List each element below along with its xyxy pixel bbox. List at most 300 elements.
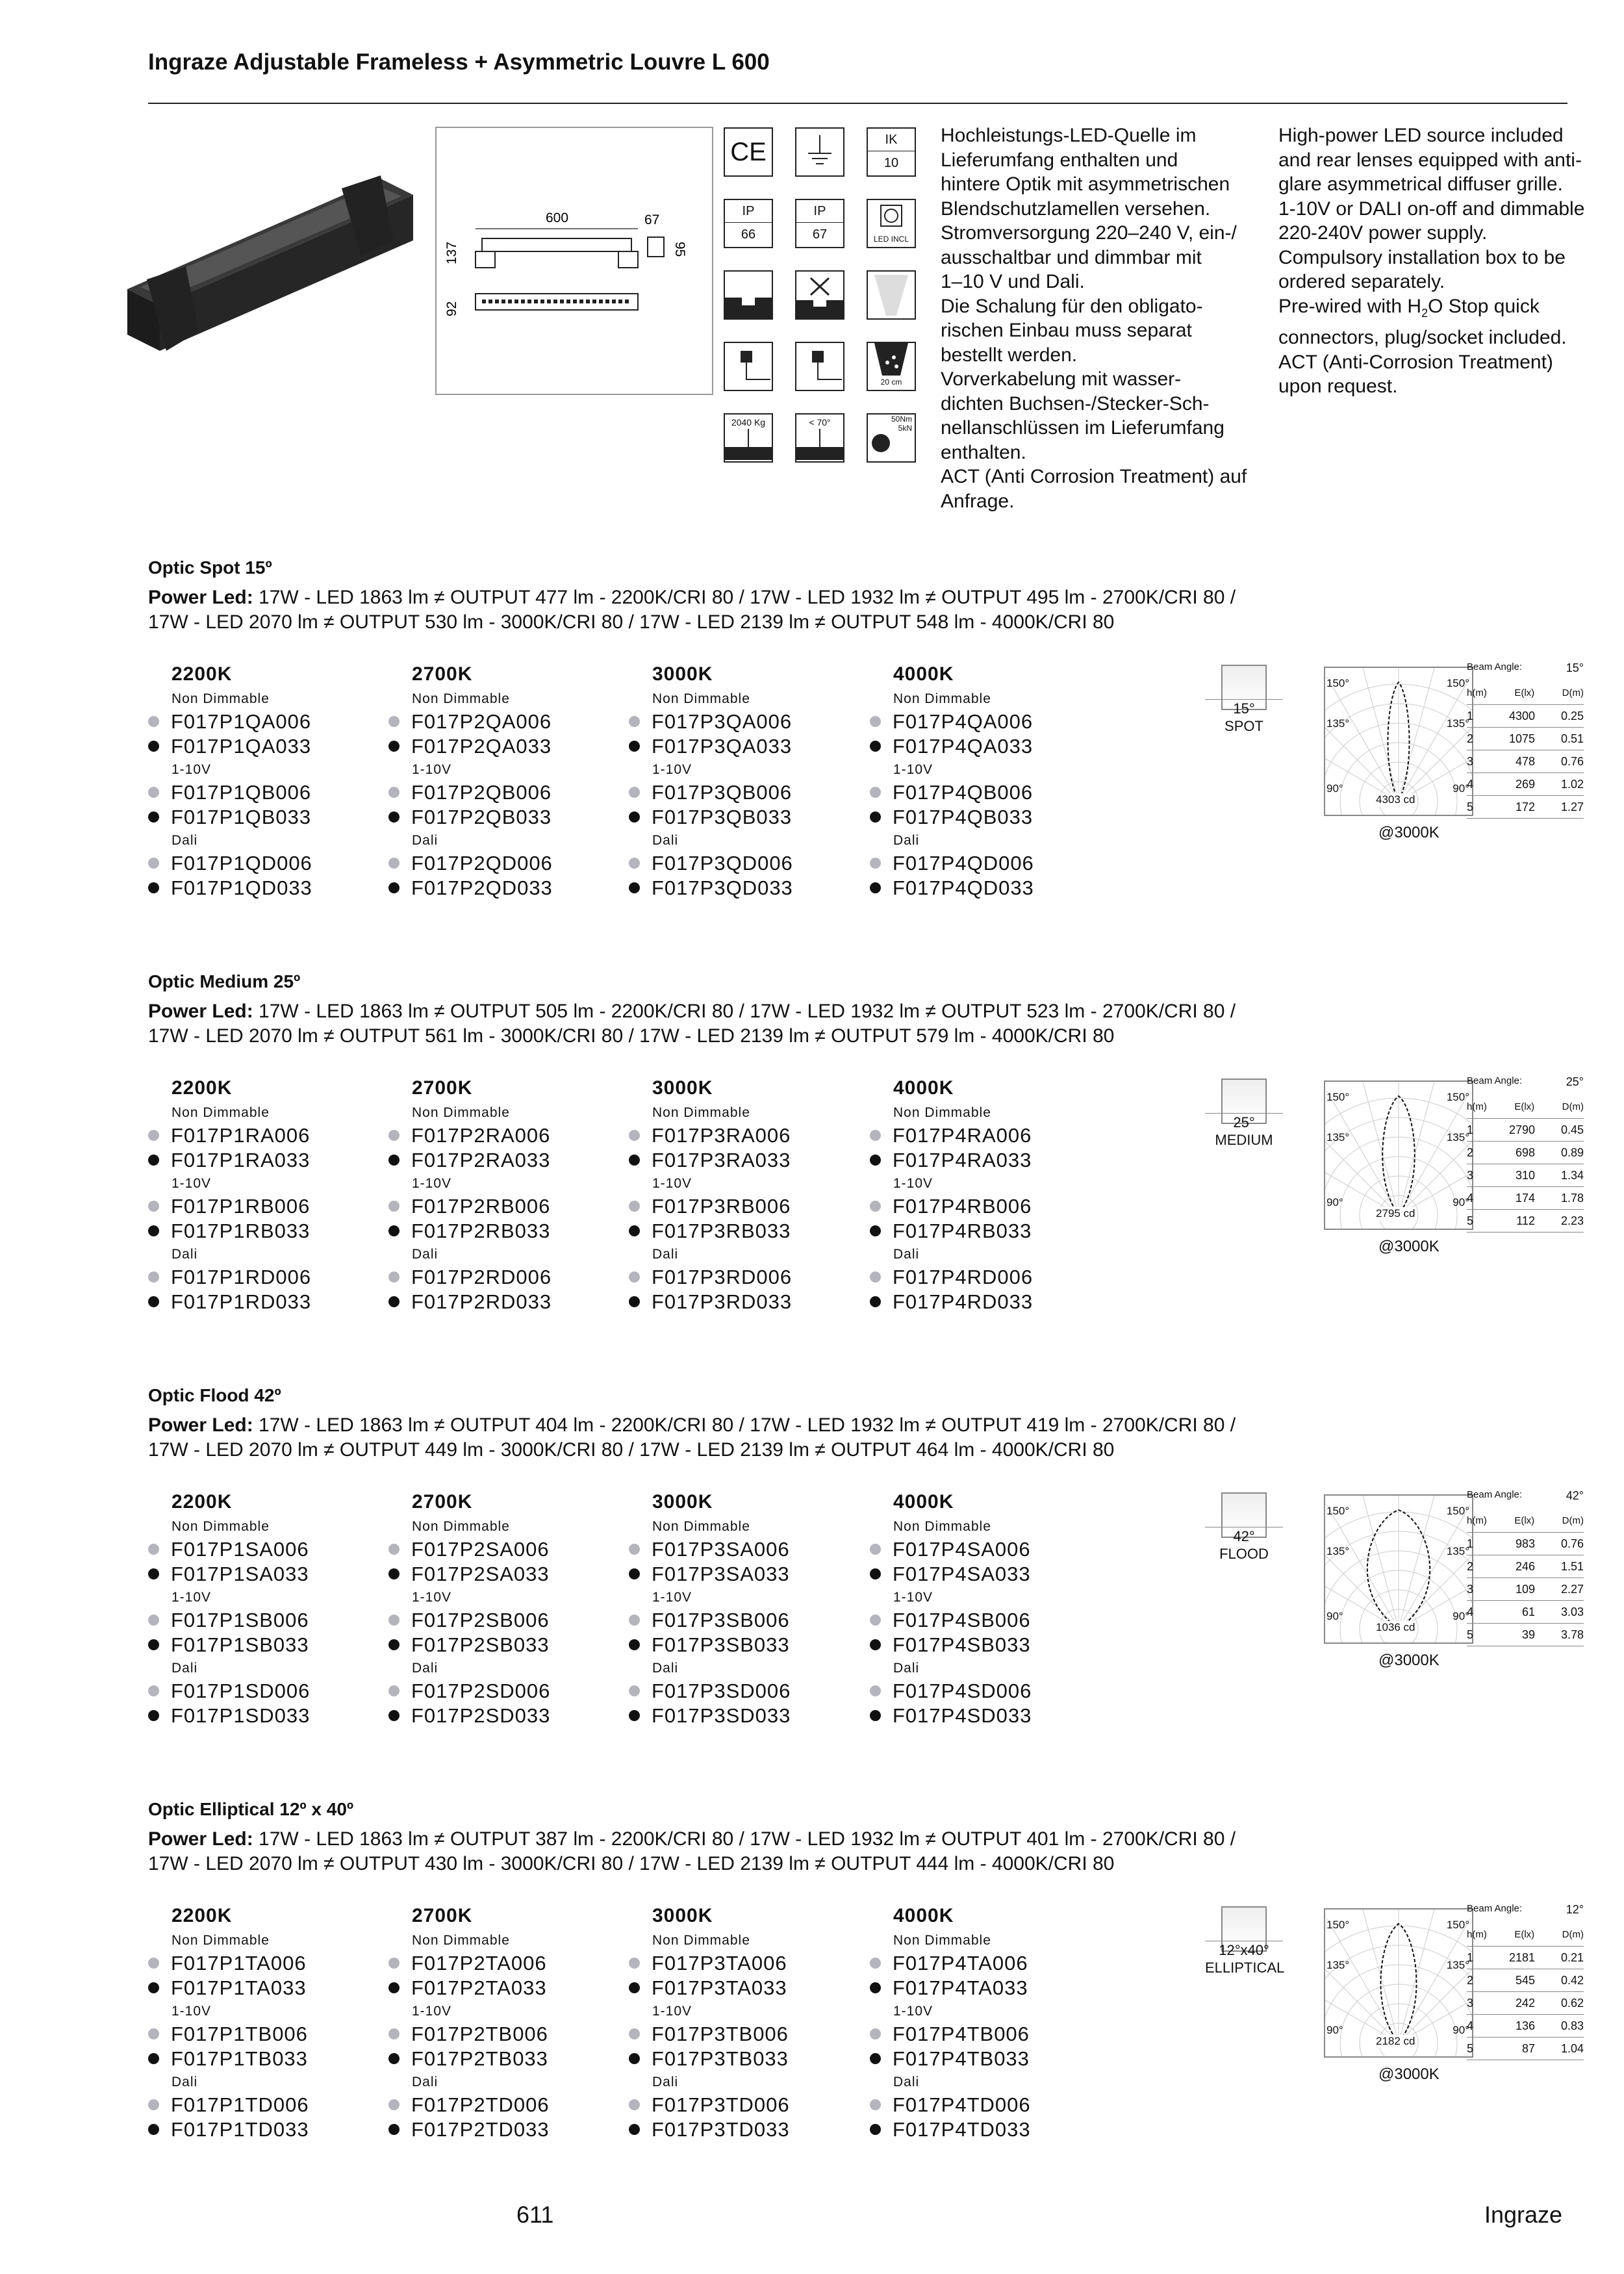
product-code-row (870, 1704, 1104, 1728)
cell-h: 1 (1467, 1123, 1474, 1136)
dimming-type-label: 1-10V (652, 1176, 692, 1191)
black-finish-dot (388, 811, 400, 823)
cell-d: 2.23 (1560, 1214, 1584, 1227)
cell-e: 478 (1515, 755, 1535, 768)
product-code: F017P1TD033 (171, 2118, 309, 2141)
cell-h: 5 (1467, 1214, 1474, 1227)
color-temp-label: 2700K (412, 1077, 473, 1099)
grey-finish-dot (870, 1685, 881, 1696)
dimming-type-label: Dali (171, 833, 198, 848)
product-code: F017P1QB033 (171, 806, 312, 828)
grey-finish-dot (388, 1201, 400, 1212)
optic-degree: 12°x40° (1205, 1941, 1283, 1960)
product-code: F017P3QD033 (652, 876, 793, 899)
ik-rating-icon: IK 10 (867, 127, 916, 177)
product-code-row (870, 1976, 1104, 2000)
black-finish-dot (629, 882, 640, 893)
grey-finish-dot (629, 716, 640, 727)
black-finish-dot (629, 741, 640, 752)
beam-table-header (1467, 1924, 1584, 1947)
polar-diagram (1324, 1908, 1473, 2058)
dimming-type-label: Non Dimmable (652, 1933, 750, 1948)
beam-angle-table (1467, 1075, 1584, 1233)
dimming-type-label: Non Dimmable (412, 1933, 510, 1948)
angle-label-135-right: 135° (1446, 1959, 1469, 1971)
beam-table-row (1467, 796, 1584, 819)
product-code-row (388, 2047, 622, 2071)
dimming-type-label: Dali (412, 1661, 438, 1676)
product-code-row (148, 1194, 382, 1219)
color-temp-label: 3000K (652, 663, 713, 685)
grey-finish-dot (148, 858, 159, 869)
cell-h: 3 (1467, 1997, 1474, 2010)
dim-95: 95 (672, 242, 687, 257)
product-code: F017P2QA006 (411, 710, 552, 733)
product-code-row (629, 1290, 863, 1314)
product-code-row (388, 2117, 622, 2142)
cell-h: 3 (1467, 1169, 1474, 1182)
product-code-row (148, 1679, 382, 1704)
product-code: F017P3TA033 (652, 1976, 787, 1999)
black-finish-dot (148, 1710, 159, 1721)
optic-name: SPOT (1224, 718, 1263, 734)
black-finish-dot (870, 1155, 881, 1166)
product-code: F017P3QA006 (652, 710, 793, 733)
cell-d: 0.21 (1560, 1951, 1584, 1964)
product-code-row (870, 1265, 1104, 1290)
beam-table-row (1467, 1164, 1584, 1187)
black-finish-dot (148, 811, 159, 823)
grey-finish-dot (148, 2099, 159, 2110)
product-code: F017P3RA033 (652, 1149, 791, 1171)
cell-h: 4 (1467, 2019, 1474, 2032)
footer-brand: Ingraze (1484, 2201, 1563, 2228)
beam-table-header (1467, 1096, 1584, 1119)
optic-name: MEDIUM (1215, 1132, 1273, 1148)
color-temp-label: 2200K (171, 663, 233, 685)
cell-e: 246 (1515, 1560, 1535, 1573)
cell-e: 174 (1515, 1192, 1535, 1205)
dimming-type-label: 1-10V (652, 1590, 692, 1605)
product-code: F017P2QD006 (411, 852, 553, 875)
beam-angle-label: Beam Angle: (1467, 1489, 1523, 1500)
cell-h: 4 (1467, 778, 1474, 791)
dimming-type-label: Dali (171, 2075, 198, 2089)
product-code: F017P1RA006 (171, 1124, 311, 1147)
cell-d: 3.03 (1560, 1605, 1584, 1618)
dimming-type-label: Dali (412, 833, 438, 848)
beam-table-row (1467, 1210, 1584, 1233)
product-code-row (870, 1951, 1104, 1976)
cell-h: 2 (1467, 1974, 1474, 1987)
recessed-icon (724, 270, 773, 320)
black-finish-dot (148, 741, 159, 752)
ce-mark-icon: CE (724, 127, 773, 177)
product-code-row (629, 1194, 863, 1219)
product-code: F017P1TA033 (171, 1976, 307, 1999)
grey-finish-dot (870, 1615, 881, 1626)
beam-angle-header (1467, 661, 1584, 682)
product-code-row (629, 1219, 863, 1244)
grey-finish-dot (148, 716, 159, 727)
page-title: Ingraze Adjustable Frameless + Asymmetric Louvre L 600 (148, 49, 770, 75)
angle-label-90-right: 90° (1453, 1610, 1469, 1622)
power-led-values-2: 17W - LED 2070 lm ≠ OUTPUT 561 lm - 3000K/CRI 80 / 17W - LED 2139 lm ≠ OUTPUT 579 lm - 4000K/CRI 80 (148, 1025, 1115, 1047)
torque-icon: 50Nm 5kN (867, 413, 916, 463)
grey-finish-dot (870, 716, 881, 727)
dimming-type-label: Dali (893, 2075, 920, 2089)
product-code-row (870, 876, 1104, 901)
section-title: Optic Flood 42º (148, 1385, 281, 1405)
black-finish-dot (388, 1639, 400, 1650)
product-code-row (629, 780, 863, 805)
angle-label-150-right: 150° (1446, 677, 1469, 689)
cell-d: 0.89 (1560, 1146, 1584, 1159)
black-finish-dot (148, 2053, 159, 2064)
product-code-row (388, 876, 622, 901)
product-code: F017P4SD033 (893, 1704, 1032, 1727)
ip67-icon: IP 67 (795, 199, 844, 248)
product-code-row (148, 1290, 382, 1314)
peak-intensity: 4303 cd (1376, 793, 1415, 806)
product-code-row (388, 2093, 622, 2117)
product-code: F017P4TB006 (893, 2023, 1030, 2045)
product-code: F017P4QB006 (893, 781, 1034, 804)
product-code-row (388, 2022, 622, 2047)
power-led-values-2: 17W - LED 2070 lm ≠ OUTPUT 430 lm - 3000K/CRI 80 / 17W - LED 2139 lm ≠ OUTPUT 444 lm - 4000K/CRI 80 (148, 1853, 1115, 1874)
product-code-row (870, 805, 1104, 830)
grey-finish-dot (629, 2099, 640, 2110)
product-code: F017P1QB006 (171, 781, 312, 804)
product-code: F017P2SD033 (411, 1704, 551, 1727)
grey-finish-dot (870, 858, 881, 869)
product-code: F017P2TB006 (411, 2023, 548, 2045)
peak-intensity: 2795 cd (1376, 1207, 1415, 1220)
product-code: F017P3TA006 (652, 1952, 787, 1974)
product-code: F017P3RB033 (652, 1220, 791, 1242)
color-temp-label: 2200K (171, 1077, 233, 1099)
black-finish-dot (870, 1639, 881, 1650)
product-code: F017P3QD006 (652, 852, 793, 875)
cell-e: 2790 (1508, 1123, 1535, 1136)
grey-finish-dot (388, 2028, 400, 2039)
cell-d: 0.76 (1560, 1537, 1584, 1550)
power-led-label: Power Led: (148, 1828, 253, 1850)
polar-diagram (1324, 1080, 1473, 1230)
color-temp-label: 2200K (171, 1491, 233, 1513)
col-d: D(m) (1562, 1929, 1584, 1940)
dimming-type-label: Dali (412, 1247, 438, 1262)
color-temp-column (148, 663, 382, 901)
angle-label-135-left: 135° (1326, 1545, 1350, 1557)
cell-h: 2 (1467, 1560, 1474, 1573)
dimming-type-label: 1-10V (893, 762, 933, 777)
product-code: F017P3TB006 (652, 2023, 789, 2045)
product-code: F017P4SA033 (893, 1563, 1031, 1585)
optic-degree: 15° (1205, 699, 1283, 718)
product-code: F017P4TA033 (893, 1976, 1028, 1999)
dimming-type-label: Non Dimmable (893, 1105, 991, 1120)
power-led-label: Power Led: (148, 1001, 253, 1022)
cell-e: 310 (1515, 1169, 1535, 1182)
power-led-values-2: 17W - LED 2070 lm ≠ OUTPUT 530 lm - 3000K/CRI 80 / 17W - LED 2139 lm ≠ OUTPUT 548 lm - 4000K/CRI 80 (148, 611, 1115, 633)
col-e: E(lx) (1514, 1101, 1535, 1112)
product-code: F017P2RA006 (411, 1124, 551, 1147)
dimming-type-label: Dali (893, 833, 920, 848)
cell-d: 0.62 (1560, 1997, 1584, 2010)
color-temp-label: 4000K (893, 1491, 954, 1513)
dimming-type-label: Non Dimmable (652, 1519, 750, 1534)
beam-table-header (1467, 1510, 1584, 1533)
cell-d: 1.02 (1560, 778, 1584, 791)
peak-intensity: 1036 cd (1376, 1621, 1415, 1633)
product-code: F017P3QA033 (652, 735, 793, 758)
dimming-type-label: Dali (652, 833, 679, 848)
dimming-type-label: 1-10V (412, 2004, 452, 2019)
black-finish-dot (870, 811, 881, 823)
dimming-type-label: Dali (412, 2075, 438, 2089)
product-code-row (629, 1265, 863, 1290)
product-code-row (870, 2022, 1104, 2047)
cell-e: 983 (1515, 1537, 1535, 1550)
dimming-type-label: Non Dimmable (652, 691, 750, 706)
product-code: F017P4TD033 (893, 2118, 1031, 2141)
product-code: F017P1TA006 (171, 1952, 307, 1974)
beam-angle-value: 42° (1566, 1489, 1584, 1502)
cell-e: 4300 (1508, 709, 1535, 722)
color-temp-label: 2700K (412, 1905, 473, 1926)
grey-finish-dot (388, 1615, 400, 1626)
dimming-type-label: Dali (652, 1661, 679, 1676)
grey-finish-dot (148, 1130, 159, 1141)
product-code-row (148, 2093, 382, 2117)
product-code: F017P3SA006 (652, 1538, 790, 1561)
beam-angle-table (1467, 1489, 1584, 1646)
cable-icon-2 (795, 342, 844, 391)
grey-finish-dot (388, 858, 400, 869)
product-code: F017P3SD006 (652, 1680, 791, 1702)
black-finish-dot (629, 2053, 640, 2064)
dim-137: 137 (444, 241, 459, 264)
product-code-row (870, 2047, 1104, 2071)
product-code: F017P4TB033 (893, 2047, 1030, 2070)
angle-label-150-left: 150° (1326, 1505, 1350, 1517)
product-code-row (388, 1704, 622, 1728)
product-code: F017P2TA006 (411, 1952, 547, 1974)
product-code-row (148, 1951, 382, 1976)
grey-finish-dot (148, 1544, 159, 1555)
beam-table-row (1467, 728, 1584, 750)
product-code-row (388, 709, 622, 734)
dimming-type-label: 1-10V (412, 1176, 452, 1191)
cell-d: 1.78 (1560, 1192, 1584, 1205)
dimming-type-label: 1-10V (171, 2004, 212, 2019)
product-code-row (870, 709, 1104, 734)
beam-table-row (1467, 1555, 1584, 1578)
grey-finish-dot (870, 1130, 881, 1141)
beam-table-row (1467, 2015, 1584, 2038)
beam-angle-header (1467, 1489, 1584, 1510)
product-code-row (629, 1951, 863, 1976)
ip66-icon: IP 66 (724, 199, 773, 248)
product-code-row (629, 709, 863, 734)
cell-e: 87 (1521, 2042, 1535, 2055)
grey-finish-dot (388, 1130, 400, 1141)
measurement-temp: @3000K (1378, 1238, 1440, 1255)
product-code-row (148, 1123, 382, 1148)
dim-67: 67 (644, 212, 660, 227)
black-finish-dot (148, 1982, 159, 1993)
product-code: F017P1QA033 (171, 735, 312, 758)
product-code-row (629, 2022, 863, 2047)
section-title: Optic Elliptical 12º x 40º (148, 1799, 354, 1819)
dimming-type-label: 1-10V (171, 762, 212, 777)
no-cover-icon (795, 270, 844, 320)
black-finish-dot (870, 1568, 881, 1579)
cell-h: 1 (1467, 1537, 1474, 1550)
product-code: F017P4RD006 (893, 1266, 1034, 1288)
product-code-row (870, 851, 1104, 876)
angle-label-90-right: 90° (1453, 782, 1469, 795)
product-code-row (629, 1976, 863, 2000)
section-title: Optic Medium 25º (148, 971, 301, 991)
black-finish-dot (870, 2124, 881, 2135)
dim-600: 600 (546, 211, 569, 225)
cable-icon (724, 342, 773, 391)
product-code: F017P3TD006 (652, 2093, 790, 2116)
product-code: F017P1QD033 (171, 876, 312, 899)
angle-label-150-left: 150° (1326, 677, 1350, 689)
product-code-row (388, 1633, 622, 1657)
color-temp-column (870, 1491, 1104, 1728)
product-code-row (148, 1704, 382, 1728)
dimming-type-label: 1-10V (652, 762, 692, 777)
product-code: F017P2RB006 (411, 1195, 551, 1218)
cell-h: 5 (1467, 1628, 1474, 1641)
product-code: F017P2RB033 (411, 1220, 551, 1242)
product-code: F017P4QB033 (893, 806, 1034, 828)
dimming-type-label: Dali (652, 1247, 679, 1262)
cell-d: 1.27 (1560, 800, 1584, 813)
product-code-row (388, 1951, 622, 1976)
product-code: F017P4RB006 (893, 1195, 1032, 1218)
angle-label-135-left: 135° (1326, 1131, 1350, 1143)
grey-finish-dot (870, 2028, 881, 2039)
color-temp-column (629, 1077, 863, 1314)
color-temp-column (388, 1491, 622, 1728)
product-code-row (870, 1148, 1104, 1173)
black-finish-dot (388, 1710, 400, 1721)
black-finish-dot (629, 1639, 640, 1650)
grey-finish-dot (388, 2099, 400, 2110)
beam-angle-table (1467, 1903, 1584, 2060)
product-code: F017P4QD033 (893, 876, 1034, 899)
cell-h: 2 (1467, 1146, 1474, 1159)
polar-diagram (1324, 667, 1473, 816)
cell-h: 3 (1467, 755, 1474, 768)
col-d: D(m) (1562, 1515, 1584, 1526)
black-finish-dot (388, 2053, 400, 2064)
black-finish-dot (629, 1982, 640, 1993)
beam-angle-header (1467, 1903, 1584, 1924)
black-finish-dot (629, 1225, 640, 1236)
cell-h: 5 (1467, 800, 1474, 813)
grey-finish-dot (148, 1271, 159, 1283)
grey-finish-dot (629, 1130, 640, 1141)
color-temp-label: 3000K (652, 1491, 713, 1513)
beam-angle-value: 25° (1566, 1075, 1584, 1088)
cell-e: 136 (1515, 2019, 1535, 2032)
col-e: E(lx) (1514, 1515, 1535, 1526)
grey-finish-dot (388, 1685, 400, 1696)
black-finish-dot (870, 882, 881, 893)
black-finish-dot (629, 811, 640, 823)
dimming-type-label: Dali (171, 1661, 198, 1676)
measurement-temp: @3000K (1378, 1652, 1440, 1669)
dimming-type-label: Non Dimmable (412, 1105, 510, 1120)
beam-angle-label: Beam Angle: (1467, 1075, 1523, 1086)
beam-table-header (1467, 682, 1584, 705)
power-led-label: Power Led: (148, 587, 253, 608)
dimming-type-label: 1-10V (893, 1176, 933, 1191)
power-led-line (148, 1827, 1577, 1876)
product-code: F017P1QA006 (171, 710, 312, 733)
black-finish-dot (870, 1982, 881, 1993)
product-code: F017P2RD006 (411, 1266, 552, 1288)
product-code-row (388, 851, 622, 876)
product-code-row (148, 805, 382, 830)
optic-degree: 42° (1205, 1527, 1283, 1546)
power-led-line (148, 999, 1577, 1049)
product-code-row (629, 805, 863, 830)
grey-finish-dot (148, 1958, 159, 1969)
color-temp-column (870, 1905, 1104, 2142)
product-code: F017P2RD033 (411, 1290, 552, 1313)
product-code: F017P4RA033 (893, 1149, 1032, 1171)
product-code: F017P4RA006 (893, 1124, 1032, 1147)
cell-h: 5 (1467, 2042, 1474, 2055)
cell-d: 1.04 (1560, 2042, 1584, 2055)
color-temp-column (629, 663, 863, 901)
color-temp-label: 3000K (652, 1905, 713, 1926)
section-title: Optic Spot 15º (148, 557, 272, 578)
grey-finish-dot (629, 1958, 640, 1969)
beam-table-row (1467, 1119, 1584, 1142)
product-code: F017P3RD006 (652, 1266, 793, 1288)
cell-e: 242 (1515, 1997, 1535, 2010)
cell-d: 3.78 (1560, 1628, 1584, 1641)
black-finish-dot (629, 1296, 640, 1307)
dimming-type-label: Non Dimmable (171, 1933, 270, 1948)
product-code: F017P1TB006 (171, 2023, 308, 2045)
dimming-type-label: 1-10V (171, 1590, 212, 1605)
gravel-drain-icon: 20 cm (867, 342, 916, 391)
product-code: F017P3QB006 (652, 781, 793, 804)
optic-name: ELLIPTICAL (1205, 1960, 1285, 1976)
product-code: F017P2TD033 (411, 2118, 550, 2141)
product-code-row (629, 2093, 863, 2117)
description-german: Hochleistungs-LED-Quelle im Lieferumfang enthalten und hintere Optik mit asymmetrischen Blendschutzlamellen versehen. Stromversorgung 220–240 V, ein-/ ausschaltbar und dimmbar mit 1–10 V und Dali. Die Schalung für den obligato- rischen Einbau muss separat bestellt werden. Vorverkabelung mit wasser- dichten Buchsen-/Stecker-Sch- nellanschlüssen im Lieferumfang enthalten. ACT (Anti Corrosion Treatment) auf Anfrage. (941, 125, 1247, 512)
product-code: F017P2SB033 (411, 1633, 550, 1656)
product-code-row (388, 1148, 622, 1173)
product-code-row (870, 2117, 1104, 2142)
dimming-type-label: Non Dimmable (171, 691, 270, 706)
product-code: F017P1RA033 (171, 1149, 311, 1171)
product-code: F017P1RB006 (171, 1195, 311, 1218)
black-finish-dot (388, 1568, 400, 1579)
color-temp-label: 4000K (893, 1905, 954, 1926)
black-finish-dot (148, 882, 159, 893)
